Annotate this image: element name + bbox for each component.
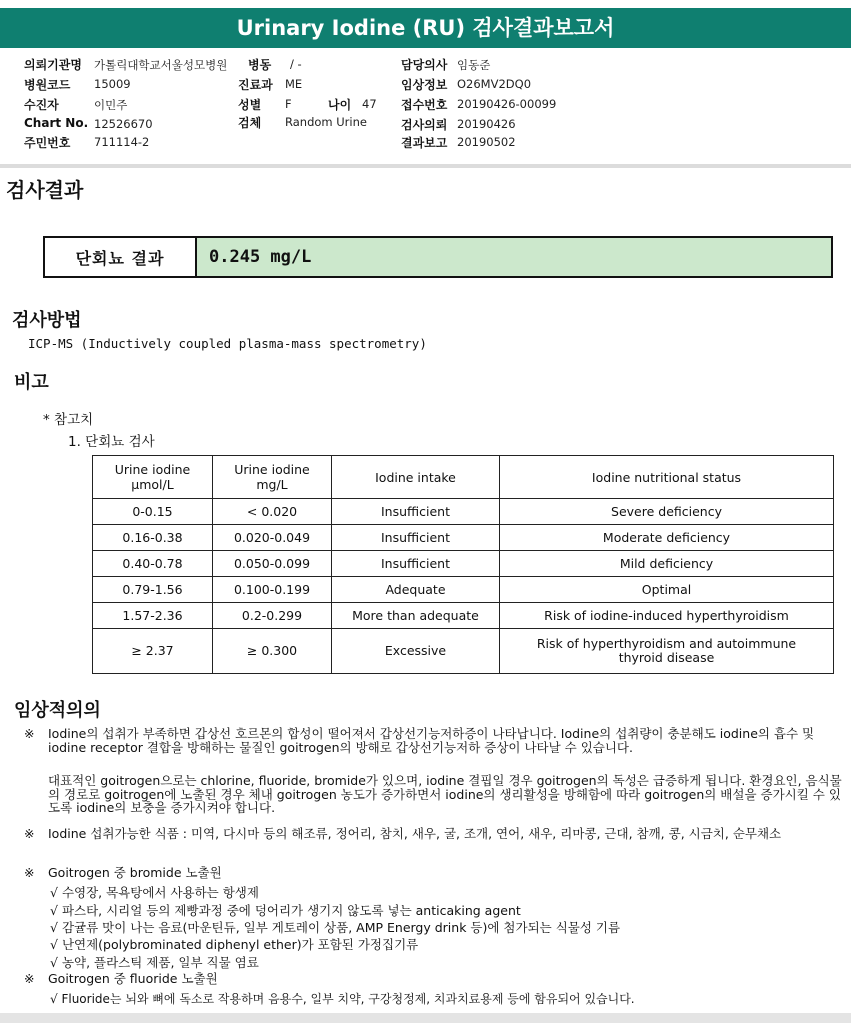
examinee-label: 수진자 [24,98,59,112]
age-value: 47 [362,97,377,111]
patient-info-panel [0,52,851,164]
table-header-cell: Urine iodine μmol/L [93,456,213,499]
report-title: Urinary Iodine (RU) 검사결과보고서 [0,8,851,48]
clinical-info-label: 임상정보 [401,78,448,92]
table-cell: 0.16-0.38 [93,525,213,551]
request-date-label: 검사의뢰 [401,118,448,132]
clinical-info-value: O26MV2DQ0 [457,77,532,91]
request-date-value: 20190426 [457,117,516,131]
institution-value: 가톨릭대학교서울성모병원 [94,58,228,72]
rrn-value: 711114-2 [94,135,150,149]
table-cell: Insufficient [332,525,500,551]
table-cell: Mild deficiency [500,551,834,577]
table-cell: ≥ 0.300 [213,629,332,674]
table-cell: More than adequate [332,603,500,629]
hospital-code-value: 15009 [94,77,131,91]
table-cell: ≥ 2.37 [93,629,213,674]
result-label: 단회뇨 결과 [45,238,197,276]
sex-label: 성별 [238,98,262,112]
ward-value: / - [290,57,302,71]
table-cell: Adequate [332,577,500,603]
table-row [93,629,834,674]
bromide-item: √ 파스타, 시리얼 등의 제빵과정 중에 덩어리가 생기지 않도록 넣는 anticaking agent [50,903,521,918]
dept-value: ME [285,77,303,91]
note-mark: ※ [24,826,35,841]
reference-title: * 참고치 [43,412,94,428]
fluoride-title: Goitrogen 중 fluoride 노출원 [48,971,218,986]
fluoride-item: √ Fluoride는 뇌와 뼈에 독소로 작용하며 음용수, 일부 치약, 구강청정제, 치과치료용제 등에 함유되어 있습니다. [50,992,635,1006]
hospital-code-label: 병원코드 [24,78,71,92]
table-cell: 1.57-2.36 [93,603,213,629]
table-cell: 0.40-0.78 [93,551,213,577]
page-footer-bar [0,1013,851,1023]
table-cell: < 0.020 [213,499,332,525]
result-box [43,236,833,278]
note-mark: ※ [24,865,35,880]
bromide-item: √ 농약, 플라스틱 제품, 일부 직물 염료 [50,955,259,970]
receipt-value: 20190426-00099 [457,97,557,111]
fluoride-title-row [24,972,848,986]
results-heading: 검사결과 [6,178,84,202]
table-cell: 0-0.15 [93,499,213,525]
note-mark: ※ [24,726,35,741]
table-row [93,551,834,577]
table-header-cell: Iodine intake [332,456,500,499]
dept-label: 진료과 [238,78,273,92]
method-text: ICP-MS (Inductively coupled plasma-mass spectrometry) [28,336,427,351]
chart-no-label: Chart No. [24,116,89,130]
doctor-label: 담당의사 [401,58,448,72]
bromide-item: √ 감귤류 맛이 나는 음료(마운틴듀, 일부 게토레이 상품, AMP Energy drink 등)에 첨가되는 식물성 기름 [50,920,621,935]
table-cell: 0.2-0.299 [213,603,332,629]
table-cell: Risk of hyperthyroidism and autoimmune thyroid disease [500,629,834,674]
bromide-item: √ 수영장, 목욕탕에서 사용하는 항생제 [50,885,259,900]
report-date-value: 20190502 [457,135,516,149]
table-cell: 0.020-0.049 [213,525,332,551]
table-cell: Moderate deficiency [500,525,834,551]
method-heading: 검사방법 [12,310,82,331]
examinee-value: 이민주 [94,98,128,112]
specimen-label: 검체 [238,116,262,130]
header-divider [0,164,851,168]
report-date-label: 결과보고 [401,136,448,150]
table-cell: 0.79-1.56 [93,577,213,603]
clinical-text: Iodine의 섭취가 부족하면 갑상선 호르몬의 합성이 떨어져서 갑상선기능저하증이 나타납니다. Iodine의 섭취량이 충분해도 iodine의 흡수 및 iodine receptor 결합을 방해하는 물질인 goitrogen의 방해로 갑상선기능저하 증상이 나타날 수 있습니다. [48,726,815,755]
chart-no-value: 12526670 [94,117,153,131]
rrn-label: 주민번호 [24,136,71,150]
table-cell: Severe deficiency [500,499,834,525]
note-mark: ※ [24,971,35,986]
clinical-para-3 [24,827,848,841]
age-label: 나이 [328,98,352,112]
table-header-cell: Urine iodine mg/L [213,456,332,499]
bromide-item: √ 난연제(polybrominated diphenyl ether)가 포함된 가정집기류 [50,937,419,952]
table-row [93,499,834,525]
table-cell: 0.100-0.199 [213,577,332,603]
reference-subtitle: 1. 단회뇨 검사 [68,434,155,450]
reference-table [92,455,834,674]
bromide-title: Goitrogen 중 bromide 노출원 [48,865,222,880]
clinical-para-2 [24,774,848,815]
clinical-heading: 임상적의의 [14,700,101,721]
table-cell: Insufficient [332,499,500,525]
table-cell: Insufficient [332,551,500,577]
sex-value: F [285,97,292,111]
table-row [93,603,834,629]
institution-label: 의뢰기관명 [24,58,82,72]
table-cell: Optimal [500,577,834,603]
doctor-value: 임동준 [457,58,491,72]
clinical-para-1 [24,727,848,754]
result-value: 0.245 mg/L [197,238,831,276]
table-row [93,525,834,551]
table-header-cell: Iodine nutritional status [500,456,834,499]
table-header-row [93,456,834,499]
table-cell: Excessive [332,629,500,674]
bromide-title-row [24,866,848,880]
specimen-value: Random Urine [285,115,367,129]
table-row [93,577,834,603]
receipt-label: 접수번호 [401,98,448,112]
clinical-text: Iodine 섭취가능한 식품 : 미역, 다시마 등의 해조류, 정어리, 참치, 새우, 굴, 조개, 연어, 새우, 리마콩, 근대, 참깨, 콩, 시금치, 순무채소 [48,826,782,841]
ward-label: 병동 [248,58,272,72]
clinical-text: 대표적인 goitrogen으로는 chlorine, fluoride, bromide가 있으며, iodine 결핍일 경우 goitrogen의 독성은 급증하게 됩니다. 환경요인, 음식물의 경로로 goitrogen에 노출된 경우 체내 goitrogen 농도가 증가하면서 iodine의 생리활성을 방해함에 따라 goitrogen의 배설을 증가시킬 수 있도록 iodine의 보충을 증가시켜야 합니다. [48,773,842,815]
table-cell: Risk of iodine-induced hyperthyroidism [500,603,834,629]
remarks-heading: 비고 [14,372,49,393]
table-cell: 0.050-0.099 [213,551,332,577]
